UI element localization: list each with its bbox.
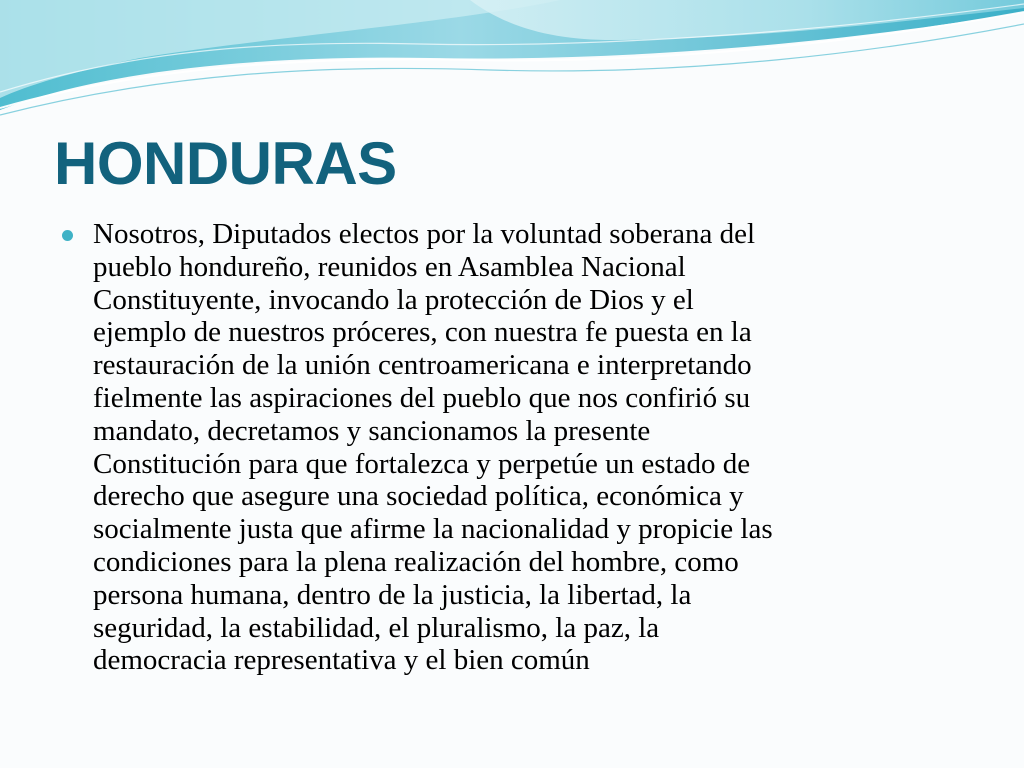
paragraph-line: ejemplo de nuestros próceres, con nuestra fe puesta en la (93, 316, 752, 349)
paragraph-line: Constituyente, invocando la protección de Dios y el (93, 283, 694, 316)
paragraph-line: derecho que asegure una sociedad política, económica y (93, 480, 744, 513)
bullet-icon (62, 230, 73, 241)
paragraph-line: seguridad, la estabilidad, el pluralismo, la paz, la (93, 611, 660, 644)
paragraph-line: restauración de la unión centroamericana e interpretando (93, 349, 752, 382)
decorative-wave-header (0, 0, 1024, 130)
paragraph-line: persona humana, dentro de la justicia, la libertad, la (93, 578, 692, 611)
paragraph-line: condiciones para la plena realización del hombre, como (93, 545, 739, 578)
bullet-paragraph (93, 218, 953, 677)
paragraph-line: pueblo hondureño, reunidos en Asamblea Nacional (93, 250, 686, 283)
paragraph-line: Constitución para que fortalezca y perpetúe un estado de (93, 447, 751, 480)
paragraph-line: democracia representativa y el bien común (93, 644, 590, 677)
paragraph-line: socialmente justa que afirme la nacionalidad y propicie las (93, 513, 773, 546)
paragraph-line: fielmente las aspiraciones del pueblo que nos confirió su (93, 381, 751, 414)
slide-title: HONDURAS (54, 130, 397, 197)
paragraph-line: mandato, decretamos y sancionamos la presente (93, 414, 651, 447)
paragraph-line: Nosotros, Diputados electos por la voluntad soberana del (93, 218, 756, 250)
